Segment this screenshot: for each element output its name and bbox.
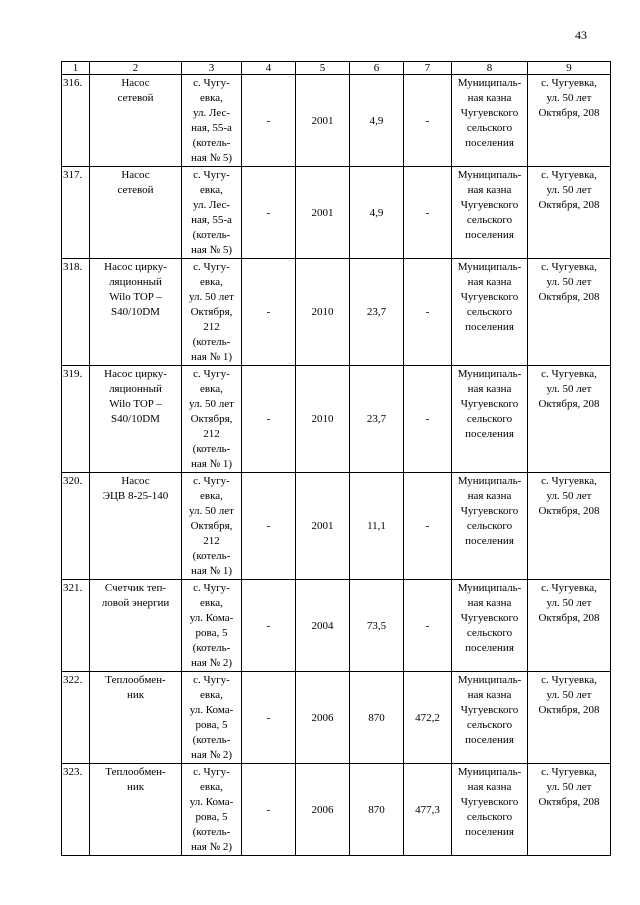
owner-address: с. Чугуевка, ул. 50 лет Октября, 208 — [528, 75, 611, 167]
owner-address: с. Чугуевка, ул. 50 лет Октября, 208 — [528, 764, 611, 856]
row-number: 316. — [62, 75, 90, 167]
column-7-value: - — [404, 167, 452, 259]
year-value: 2010 — [296, 366, 350, 473]
owner-address: с. Чугуевка, ул. 50 лет Октября, 208 — [528, 366, 611, 473]
column-header: 8 — [452, 62, 528, 75]
column-4-value: - — [242, 75, 296, 167]
item-address: с. Чугу- евка, ул. Кома- рова, 5 (котель- ная № 2) — [182, 764, 242, 856]
row-number: 317. — [62, 167, 90, 259]
row-number: 318. — [62, 259, 90, 366]
table-row — [62, 167, 611, 259]
year-value: 2004 — [296, 580, 350, 672]
column-6-value: 870 — [350, 672, 404, 764]
column-7-value: 477,3 — [404, 764, 452, 856]
item-name: Счетчик теп- ловой энергии — [90, 580, 182, 672]
owner-address: с. Чугуевка, ул. 50 лет Октября, 208 — [528, 473, 611, 580]
row-number: 319. — [62, 366, 90, 473]
table-row — [62, 366, 611, 473]
year-value: 2006 — [296, 764, 350, 856]
item-name: Насос цирку- ляционный Wilo TOP – S40/10DM — [90, 366, 182, 473]
table-row — [62, 473, 611, 580]
item-address: с. Чугу- евка, ул. Лес- ная, 55-а (котель- ная № 5) — [182, 75, 242, 167]
column-6-value: 23,7 — [350, 259, 404, 366]
year-value: 2001 — [296, 473, 350, 580]
table-row — [62, 75, 611, 167]
column-4-value: - — [242, 672, 296, 764]
column-4-value: - — [242, 259, 296, 366]
column-7-value: - — [404, 75, 452, 167]
item-address: с. Чугу- евка, ул. Кома- рова, 5 (котель- ная № 2) — [182, 672, 242, 764]
year-value: 2001 — [296, 75, 350, 167]
column-6-value: 4,9 — [350, 75, 404, 167]
column-header: 4 — [242, 62, 296, 75]
column-6-value: 11,1 — [350, 473, 404, 580]
item-address: с. Чугу- евка, ул. 50 лет Октября, 212 (котель- ная № 1) — [182, 259, 242, 366]
item-name: Теплообмен- ник — [90, 672, 182, 764]
property-table — [61, 61, 611, 856]
column-header: 9 — [528, 62, 611, 75]
column-header: 2 — [90, 62, 182, 75]
table-row — [62, 672, 611, 764]
column-4-value: - — [242, 764, 296, 856]
item-address: с. Чугу- евка, ул. Лес- ная, 55-а (котель- ная № 5) — [182, 167, 242, 259]
owner-address: с. Чугуевка, ул. 50 лет Октября, 208 — [528, 580, 611, 672]
column-4-value: - — [242, 167, 296, 259]
item-address: с. Чугу- евка, ул. 50 лет Октября, 212 (котель- ная № 1) — [182, 366, 242, 473]
column-header: 3 — [182, 62, 242, 75]
column-7-value: - — [404, 580, 452, 672]
item-name: Насос ЭЦВ 8-25-140 — [90, 473, 182, 580]
owner-name: Муниципаль- ная казна Чугуевского сельского поселения — [452, 167, 528, 259]
owner-name: Муниципаль- ная казна Чугуевского сельского поселения — [452, 366, 528, 473]
owner-address: с. Чугуевка, ул. 50 лет Октября, 208 — [528, 672, 611, 764]
owner-name: Муниципаль- ная казна Чугуевского сельского поселения — [452, 580, 528, 672]
item-name: Насос цирку- ляционный Wilo TOP – S40/10DM — [90, 259, 182, 366]
owner-address: с. Чугуевка, ул. 50 лет Октября, 208 — [528, 167, 611, 259]
item-address: с. Чугу- евка, ул. 50 лет Октября, 212 (котель- ная № 1) — [182, 473, 242, 580]
year-value: 2001 — [296, 167, 350, 259]
item-address: с. Чугу- евка, ул. Кома- рова, 5 (котель- ная № 2) — [182, 580, 242, 672]
column-4-value: - — [242, 473, 296, 580]
owner-name: Муниципаль- ная казна Чугуевского сельского поселения — [452, 672, 528, 764]
owner-name: Муниципаль- ная казна Чугуевского сельского поселения — [452, 259, 528, 366]
table-row — [62, 259, 611, 366]
column-header: 7 — [404, 62, 452, 75]
column-6-value: 870 — [350, 764, 404, 856]
row-number: 320. — [62, 473, 90, 580]
item-name: Насос сетевой — [90, 167, 182, 259]
item-name: Насос сетевой — [90, 75, 182, 167]
column-6-value: 23,7 — [350, 366, 404, 473]
column-6-value: 73,5 — [350, 580, 404, 672]
owner-name: Муниципаль- ная казна Чугуевского сельского поселения — [452, 764, 528, 856]
column-4-value: - — [242, 366, 296, 473]
column-7-value: - — [404, 366, 452, 473]
row-number: 323. — [62, 764, 90, 856]
column-6-value: 4,9 — [350, 167, 404, 259]
table-body — [62, 75, 611, 856]
page-number: 43 — [575, 28, 587, 42]
column-7-value: - — [404, 259, 452, 366]
column-7-value: 472,2 — [404, 672, 452, 764]
header-row — [62, 62, 611, 75]
owner-name: Муниципаль- ная казна Чугуевского сельского поселения — [452, 473, 528, 580]
row-number: 321. — [62, 580, 90, 672]
year-value: 2010 — [296, 259, 350, 366]
row-number: 322. — [62, 672, 90, 764]
owner-name: Муниципаль- ная казна Чугуевского сельского поселения — [452, 75, 528, 167]
column-header: 6 — [350, 62, 404, 75]
table-row — [62, 764, 611, 856]
column-7-value: - — [404, 473, 452, 580]
column-header: 5 — [296, 62, 350, 75]
column-4-value: - — [242, 580, 296, 672]
owner-address: с. Чугуевка, ул. 50 лет Октября, 208 — [528, 259, 611, 366]
column-header: 1 — [62, 62, 90, 75]
year-value: 2006 — [296, 672, 350, 764]
item-name: Теплообмен- ник — [90, 764, 182, 856]
table-row — [62, 580, 611, 672]
